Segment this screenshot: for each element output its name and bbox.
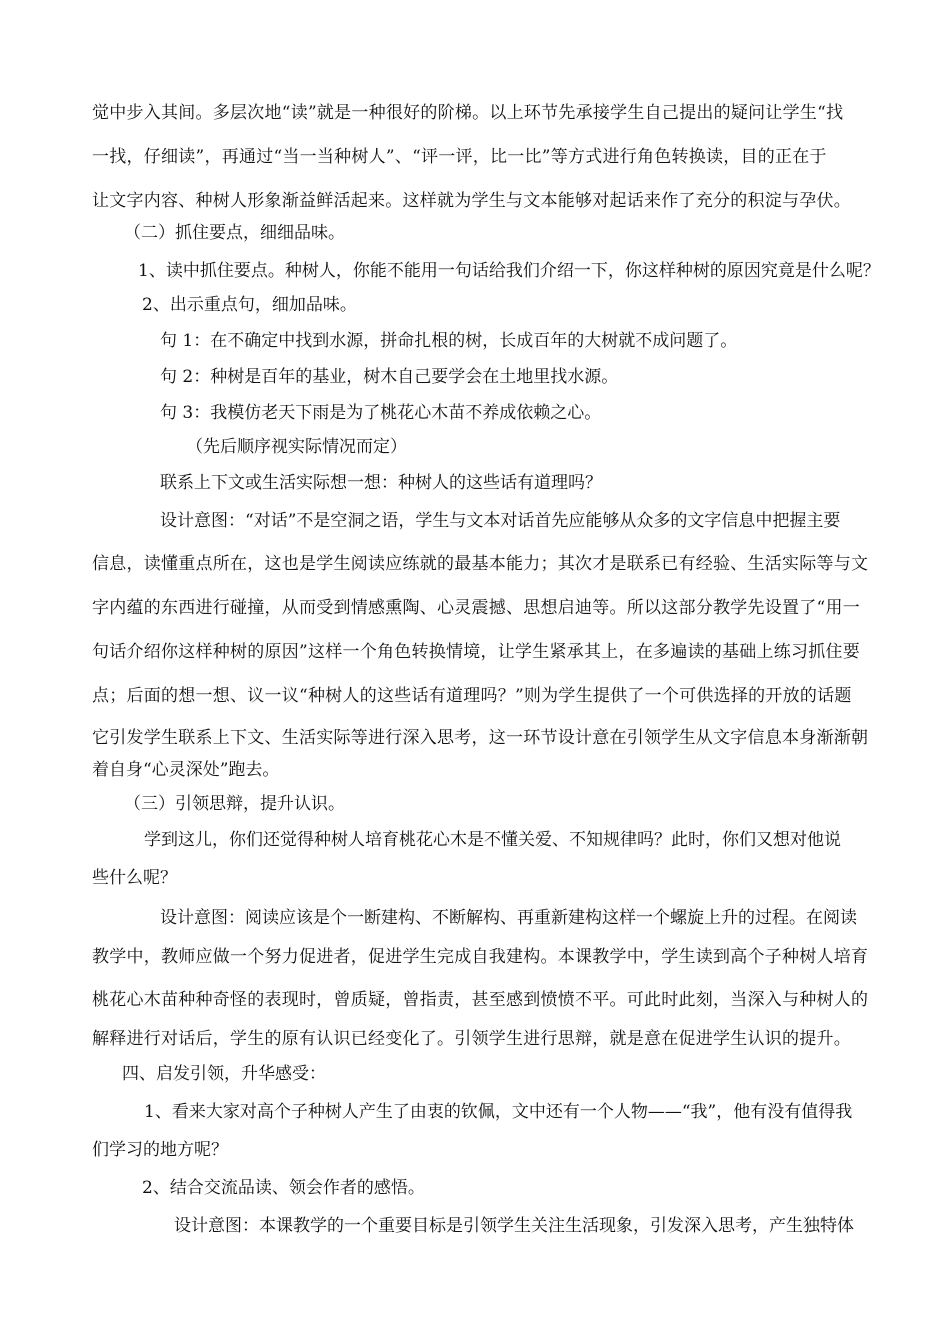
section-heading: （三）引领思辩，提升认识。	[124, 794, 345, 814]
text-line: 2、结合交流品读、领会作者的感悟。	[142, 1178, 425, 1198]
key-sentence: 句 2：种树是百年的基业，树木自己要学会在土地里找水源。	[160, 367, 619, 387]
text-line: 点；后面的想一想、议一议“种树人的这些话有道理吗？”则为学生提供了一个可供选择的开放的话题	[92, 686, 852, 706]
text-line: 联系上下文或生活实际想一想：种树人的这些话有道理吗？	[160, 473, 602, 493]
section-heading: 四、启发引领，升华感受：	[122, 1064, 326, 1084]
text-line: 让文字内容、种树人形象渐益鲜活起来。这样就为学生与文本能够对起话来作了充分的积淀与孕伏。	[92, 191, 851, 211]
text-line: 设计意图：阅读应该是个一断建构、不断解构、再重新建构这样一个螺旋上升的过程。在阅读	[160, 908, 857, 928]
text-line: 字内蕴的东西进行碰撞，从而受到情感熏陶、心灵震撼、思想启迪等。所以这部分教学先设置了“用一	[92, 598, 860, 618]
section-heading: （二）抓住要点，细细品味。	[124, 223, 345, 243]
text-line: 些什么呢？	[92, 868, 177, 888]
note-line: （先后顺序视实际情况而定）	[186, 437, 407, 457]
text-line: 教学中，教师应做一个努力促进者，促进学生完成自我建构。本课教学中，学生读到高个子种树人培育	[92, 947, 869, 967]
text-line: 1、看来大家对高个子种树人产生了由衷的钦佩，文中还有一个人物——“我”，他有没有值得我	[144, 1102, 853, 1122]
text-line: 设计意图：本课教学的一个重要目标是引领学生关注生活现象，引发深入思考，产生独特体	[174, 1216, 854, 1236]
text-line: 设计意图：“对话”不是空洞之语，学生与文本对话首先应能够从众多的文字信息中把握主要	[160, 511, 841, 531]
text-line: 学到这儿，你们还觉得种树人培育桃花心木是不懂关爱、不知规律吗？此时，你们又想对他说	[144, 830, 841, 850]
text-line: 桃花心木苗种种奇怪的表现时，曾质疑，曾指责，甚至感到愤愤不平。可此时此刻，当深入与种树人的	[92, 990, 869, 1010]
text-line: 2、出示重点句，细加品味。	[142, 295, 357, 315]
text-line: 觉中步入其间。多层次地“读”就是一种很好的阶梯。以上环节先承接学生自己提出的疑问让学生“找	[92, 103, 844, 123]
key-sentence: 句 1：在不确定中找到水源，拼命扎根的树，长成百年的大树就不成问题了。	[160, 331, 738, 351]
text-line: 句话介绍你这样种树的原因”这样一个角色转换情境，让学生紧承其上，在多遍读的基础上练习抓住要	[92, 642, 860, 662]
text-line: 信息，读懂重点所在，这也是学生阅读应练就的最基本能力；其次才是联系已有经验、生活实际等与文	[92, 554, 869, 574]
text-line: 它引发学生联系上下文、生活实际等进行深入思考，这一环节设计意在引领学生从文字信息本身渐渐朝	[92, 728, 869, 748]
text-line: 们学习的地方呢？	[92, 1140, 228, 1160]
text-line: 1、读中抓住要点。种树人，你能不能用一句话给我们介绍一下，你这样种树的原因究竟是什么呢？	[138, 261, 880, 281]
text-line: 一找，仔细读”，再通过“当一当种树人”、“评一评，比一比”等方式进行角色转换读，目的正在于	[92, 147, 827, 167]
key-sentence: 句 3：我模仿老天下雨是为了桃花心木苗不养成依赖之心。	[160, 403, 602, 423]
text-line: 着自身“心灵深处”跑去。	[92, 760, 280, 780]
text-line: 解释进行对话后，学生的原有认识已经变化了。引领学生进行思辩，就是意在促进学生认识的提升。	[92, 1029, 851, 1049]
